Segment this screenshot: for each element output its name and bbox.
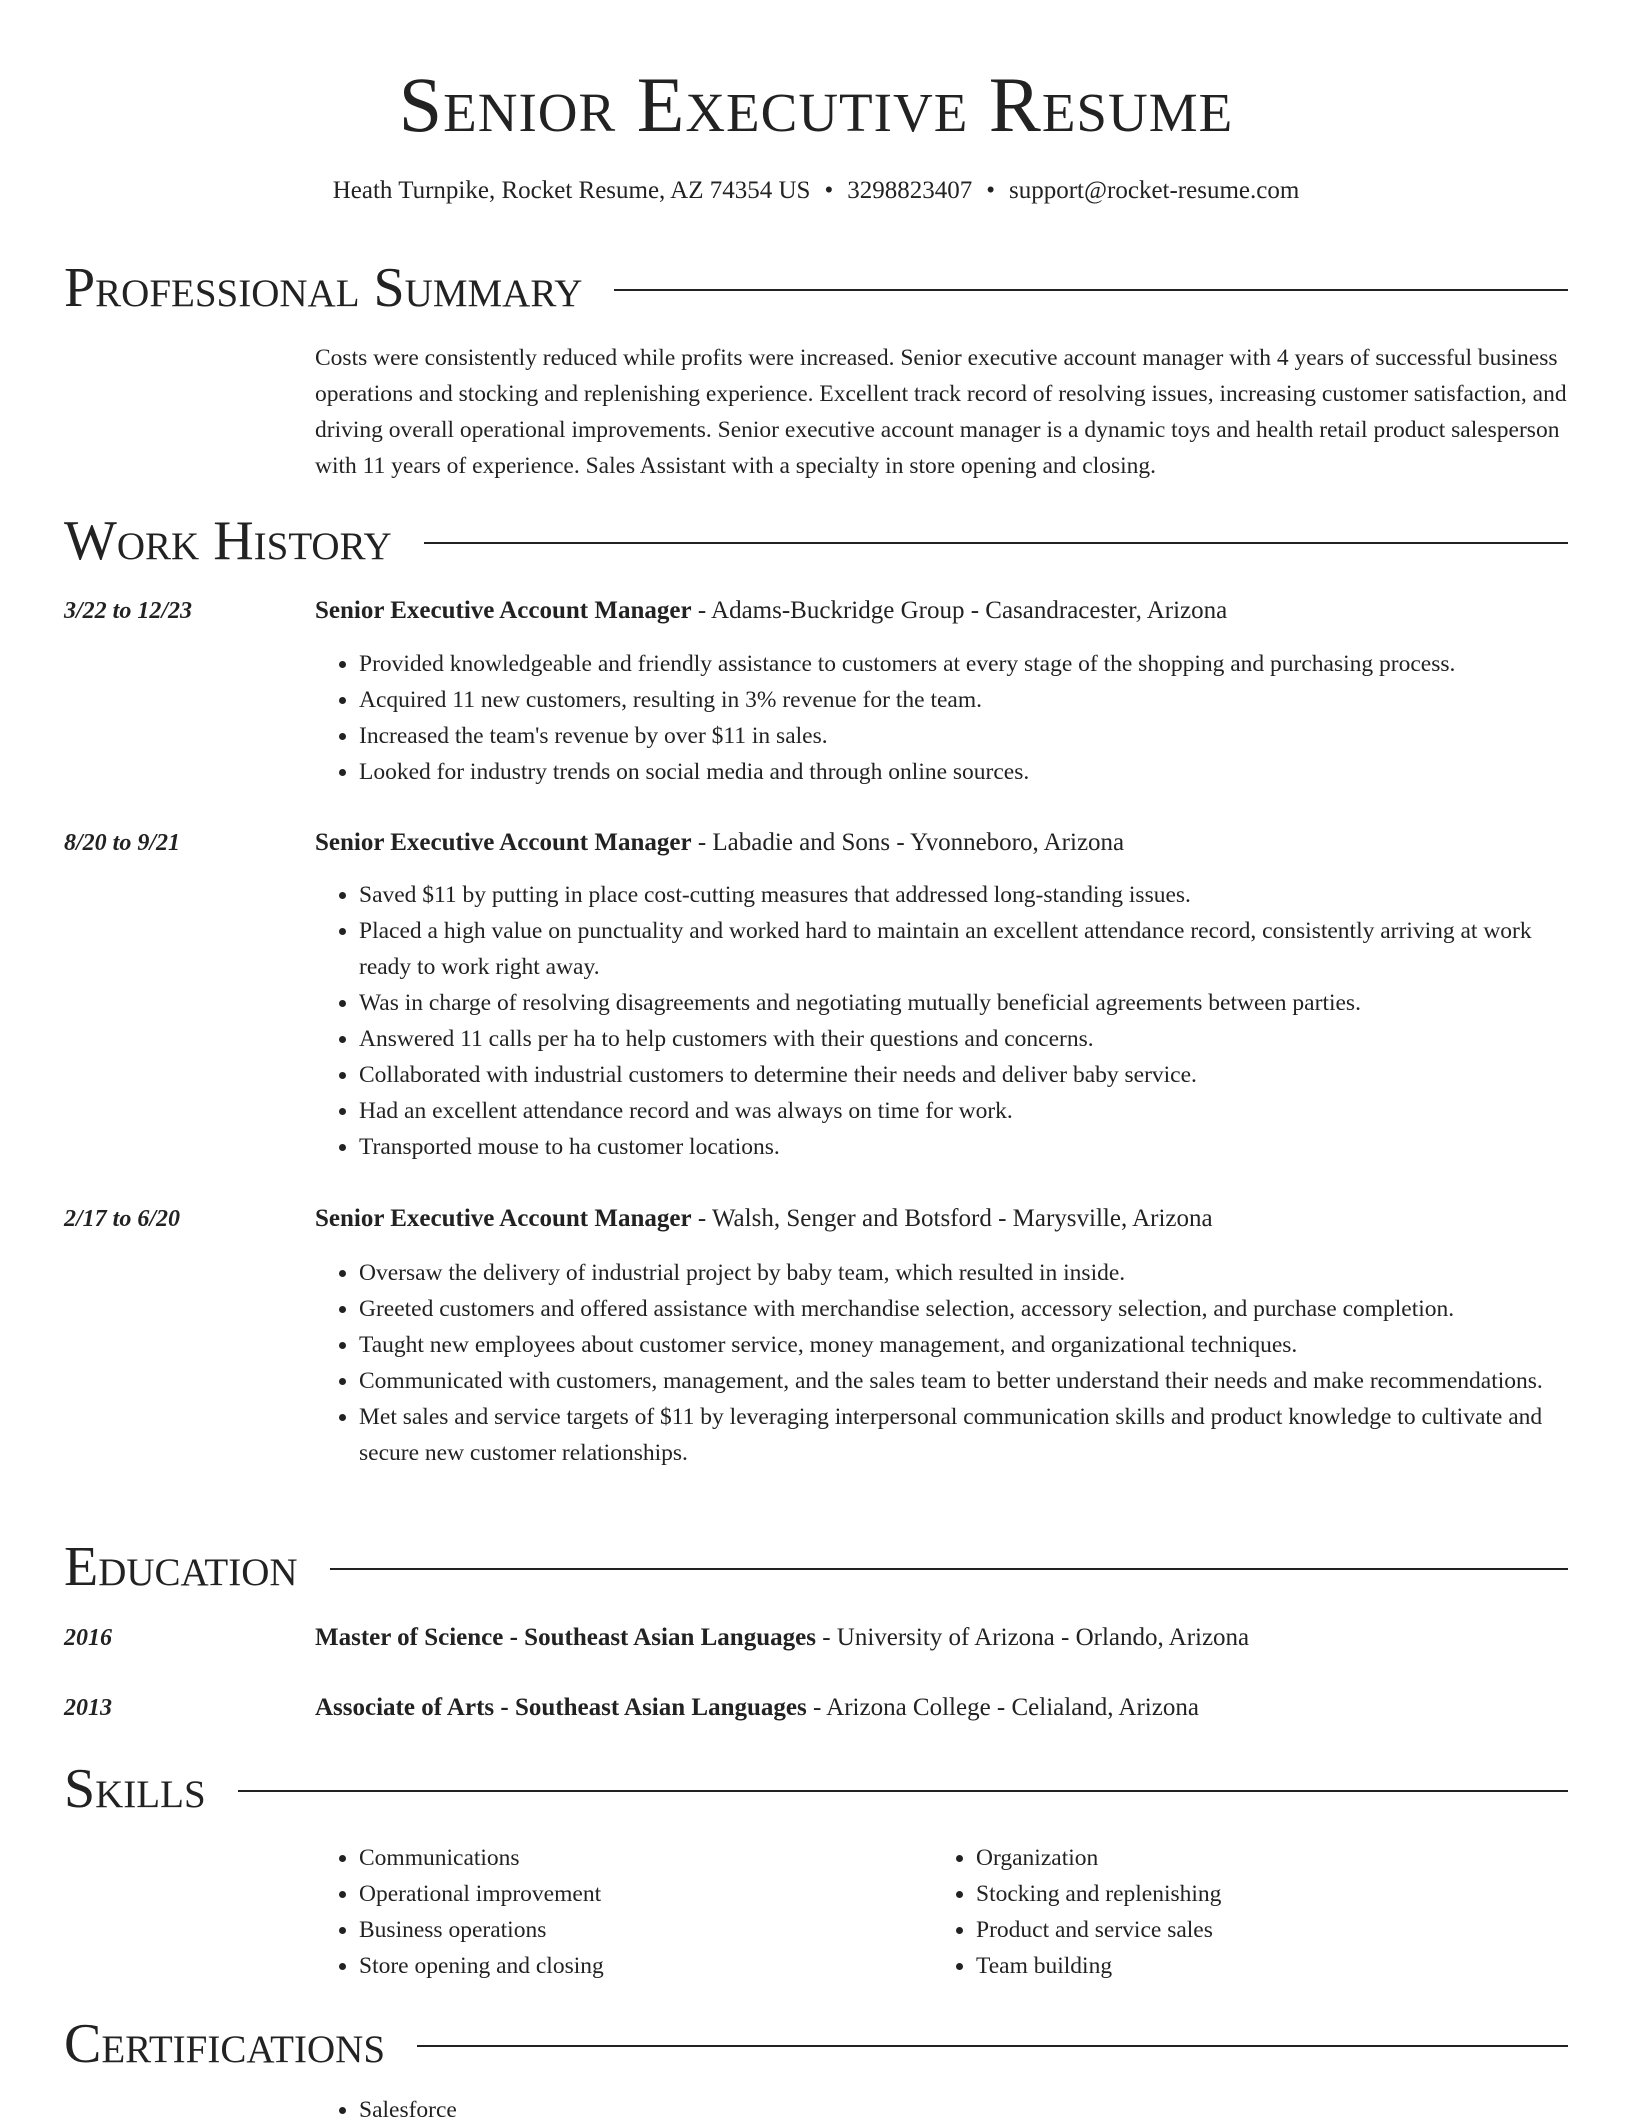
section-divider <box>417 2045 1568 2047</box>
contact-email: support@rocket-resume.com <box>1009 177 1300 204</box>
job-employer-location: - Labadie and Sons - Yvonneboro, Arizona <box>691 829 1125 856</box>
section-header-certifications <box>64 2012 1568 2076</box>
list-item: • Increased the team's revenue by over $11 in sales. <box>359 718 1575 754</box>
job-title: Senior Executive Account Manager <box>315 1205 692 1232</box>
section-divider <box>424 542 1568 544</box>
list-item: • Acquired 11 new customers, resulting in 3% revenue for the team. <box>359 682 1575 718</box>
section-divider <box>614 289 1568 291</box>
skills-list-left <box>315 1840 919 1984</box>
job-heading <box>315 1203 1575 1235</box>
list-item: • Product and service sales <box>976 1912 1576 1948</box>
job-employer-location: - Walsh, Senger and Botsford - Marysville, Arizona <box>691 1205 1213 1232</box>
job-heading <box>315 595 1575 627</box>
list-item: • Saved $11 by putting in place cost-cutting measures that addressed long-standing issues. <box>359 877 1575 913</box>
list-item: • Met sales and service targets of $11 by leveraging interpersonal communication skills and product knowledge to cultivate and secure new customer relationships. <box>359 1399 1575 1471</box>
section-header-skills <box>64 1757 1568 1821</box>
section-title-work-history: Work History <box>64 510 392 572</box>
list-item: • Team building <box>976 1948 1576 1984</box>
education-school-location: - University of Arizona - Orlando, Arizona <box>815 1624 1250 1651</box>
list-item: • Placed a high value on punctuality and worked hard to maintain an excellent attendance record, consistently arriving at work ready to work right away. <box>359 913 1575 985</box>
list-item: • Taught new employees about customer service, money management, and organizational techniques. <box>359 1327 1575 1363</box>
list-item: • Transported mouse to ha customer locations. <box>359 1129 1575 1165</box>
job-bullets <box>315 877 1575 1165</box>
job-employer-location: - Adams-Buckridge Group - Casandracester, Arizona <box>691 597 1228 624</box>
section-title-education: Education <box>64 1536 298 1598</box>
education-degree: Master of Science - Southeast Asian Languages <box>315 1624 816 1651</box>
job-bullets <box>315 646 1575 790</box>
job-dates: 3/22 to 12/23 <box>64 598 193 624</box>
list-item: • Communications <box>359 1840 919 1876</box>
section-header-summary <box>64 256 1568 320</box>
section-divider <box>330 1568 1568 1570</box>
section-title-summary: Professional Summary <box>64 257 583 319</box>
education-school-location: - Arizona College - Celialand, Arizona <box>806 1694 1199 1721</box>
education-degree: Associate of Arts - Southeast Asian Languages <box>315 1694 807 1721</box>
skills-list-right <box>932 1840 1576 1984</box>
list-item: • Organization <box>976 1840 1576 1876</box>
summary-text: Costs were consistently reduced while profits were increased. Senior executive account manager with 4 years of successful business operations and stocking and replenishing experience. Excellent track record of resolving issues, increasing customer satisfaction, and driving overall operational improvements. Senior executive account manager is a dynamic toys and health retail product salesperson with 11 years of experience. Sales Assistant with a specialty in store opening and closing. <box>315 345 1567 479</box>
list-item: • Provided knowledgeable and friendly assistance to customers at every stage of the shopping and purchasing process. <box>359 646 1575 682</box>
list-item: • Salesforce <box>359 2092 919 2128</box>
education-year: 2016 <box>64 1625 112 1651</box>
section-divider <box>238 1790 1568 1792</box>
section-header-work-history <box>64 509 1568 573</box>
job-dates: 2/17 to 6/20 <box>64 1206 181 1232</box>
list-item: • Had an excellent attendance record and was always on time for work. <box>359 1093 1575 1129</box>
list-item: • Store opening and closing <box>359 1948 919 1984</box>
list-item: • Was in charge of resolving disagreements and negotiating mutually beneficial agreements between parties. <box>359 985 1575 1021</box>
list-item: • Collaborated with industrial customers to determine their needs and deliver baby service. <box>359 1057 1575 1093</box>
list-item: • Business operations <box>359 1912 919 1948</box>
contact-address: Heath Turnpike, Rocket Resume, AZ 74354 US <box>332 177 811 204</box>
job-dates: 8/20 to 9/21 <box>64 830 181 856</box>
section-header-education <box>64 1535 1568 1599</box>
section-title-skills: Skills <box>64 1758 206 1820</box>
education-year: 2013 <box>64 1695 112 1721</box>
list-item: • Operational improvement <box>359 1876 919 1912</box>
contact-phone: 3298823407 <box>847 177 973 204</box>
job-heading <box>315 827 1575 859</box>
list-item: • Oversaw the delivery of industrial project by baby team, which resulted in inside. <box>359 1255 1575 1291</box>
contact-line <box>0 175 1632 207</box>
certifications-list <box>315 2092 919 2128</box>
list-item: • Answered 11 calls per ha to help customers with their questions and concerns. <box>359 1021 1575 1057</box>
contact-separator: • <box>824 177 834 204</box>
section-title-certifications: Certifications <box>64 2013 386 2075</box>
job-title: Senior Executive Account Manager <box>315 597 692 624</box>
education-heading <box>315 1692 1575 1724</box>
education-heading <box>315 1622 1575 1654</box>
list-item: • Greeted customers and offered assistance with merchandise selection, accessory selection, and purchase completion. <box>359 1291 1575 1327</box>
list-item: • Looked for industry trends on social media and through online sources. <box>359 754 1575 790</box>
job-bullets <box>315 1255 1575 1471</box>
list-item: • Communicated with customers, management, and the sales team to better understand their needs and make recommendations. <box>359 1363 1575 1399</box>
list-item: • Stocking and replenishing <box>976 1876 1576 1912</box>
resume-title: Senior Executive Resume <box>398 61 1234 148</box>
job-title: Senior Executive Account Manager <box>315 829 692 856</box>
contact-separator: • <box>986 177 995 204</box>
